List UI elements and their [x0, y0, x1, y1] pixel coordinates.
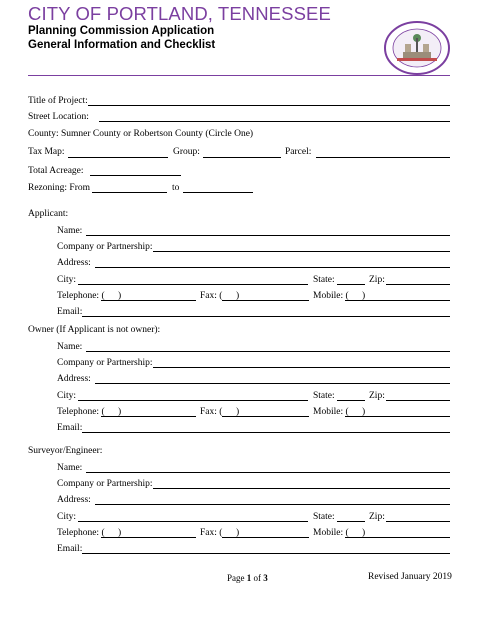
surveyor-telephone-field[interactable] [101, 537, 196, 538]
applicant-email-field[interactable] [82, 316, 450, 317]
surveyor-state-field[interactable] [337, 521, 365, 522]
applicant-city-label: City: [57, 274, 77, 285]
surveyor-fax-paren: ) [236, 527, 240, 538]
owner-company-label: Company or Partnership: [57, 358, 153, 369]
applicant-zip-label: Zip: [369, 274, 385, 285]
title-of-project-field[interactable] [88, 105, 450, 106]
owner-mobile-label: Mobile: ( [313, 406, 349, 417]
applicant-address-field[interactable] [95, 267, 450, 268]
rezoning-from-field[interactable] [92, 192, 167, 193]
surveyor-name-label: Name: [57, 463, 83, 473]
owner-city-field[interactable] [78, 400, 308, 401]
header-rule [28, 75, 450, 76]
applicant-section-heading: Applicant: [28, 209, 69, 219]
page-title: CITY OF PORTLAND, TENNESSEE [28, 3, 331, 24]
surveyor-email-field[interactable] [82, 553, 450, 554]
surveyor-company-label: Company or Partnership: [57, 479, 153, 490]
owner-state-field[interactable] [337, 400, 365, 401]
owner-address-field[interactable] [95, 383, 450, 384]
surveyor-section-heading: Surveyor/Engineer: [28, 446, 103, 456]
owner-zip-label: Zip: [369, 390, 385, 401]
surveyor-zip-field[interactable] [386, 521, 450, 522]
surveyor-city-field[interactable] [78, 521, 308, 522]
surveyor-city-label: City: [57, 511, 77, 522]
applicant-state-label: State: [313, 274, 335, 285]
applicant-email-label: Email: [57, 307, 83, 317]
owner-fax-paren: ) [236, 406, 240, 417]
street-location-label: Street Location: [28, 112, 89, 122]
tax-map-label: Tax Map: [28, 147, 65, 157]
city-seal-logo [383, 20, 451, 76]
rezoning-from-label: Rezoning: From [28, 183, 91, 193]
applicant-fax-label: Fax: ( [200, 290, 223, 301]
applicant-fax-paren: ) [236, 290, 240, 301]
applicant-name-label: Name: [57, 226, 83, 236]
owner-name-label: Name: [57, 342, 83, 352]
applicant-company-label: Company or Partnership: [57, 242, 153, 253]
surveyor-telephone-paren: ) [118, 527, 122, 538]
rezoning-to-label: to [172, 183, 180, 193]
revision-date: Revised January 2019 [368, 572, 452, 582]
applicant-mobile-paren: ) [362, 290, 366, 301]
applicant-state-field[interactable] [337, 284, 365, 285]
total-acreage-label: Total Acreage: [28, 166, 84, 176]
group-field[interactable] [203, 157, 281, 158]
owner-telephone-label: Telephone: ( [57, 406, 105, 417]
owner-zip-field[interactable] [386, 400, 450, 401]
applicant-zip-field[interactable] [386, 284, 450, 285]
form-subtitle-2: General Information and Checklist [28, 39, 216, 51]
surveyor-company-field[interactable] [153, 488, 450, 489]
applicant-telephone-field[interactable] [101, 300, 196, 301]
surveyor-name-field[interactable] [86, 472, 450, 473]
owner-mobile-paren: ) [362, 406, 366, 417]
owner-email-field[interactable] [82, 432, 450, 433]
surveyor-address-field[interactable] [95, 504, 450, 505]
surveyor-state-label: State: [313, 511, 335, 522]
total-acreage-field[interactable] [90, 175, 181, 176]
applicant-telephone-paren: ) [118, 290, 122, 301]
title-of-project-label: Title of Project: [28, 96, 88, 106]
applicant-city-field[interactable] [78, 284, 308, 285]
surveyor-email-label: Email: [57, 544, 83, 554]
owner-email-label: Email: [57, 423, 83, 433]
owner-section-heading: Owner (If Applicant is not owner): [28, 325, 161, 335]
owner-address-label: Address: [57, 374, 91, 385]
surveyor-mobile-label: Mobile: ( [313, 527, 349, 538]
owner-company-field[interactable] [153, 367, 450, 368]
owner-mobile-field[interactable] [345, 416, 450, 417]
rezoning-to-field[interactable] [183, 192, 253, 193]
owner-city-label: City: [57, 390, 77, 401]
surveyor-fax-label: Fax: ( [200, 527, 223, 538]
surveyor-mobile-field[interactable] [345, 537, 450, 538]
street-location-field[interactable] [99, 121, 450, 122]
owner-telephone-paren: ) [118, 406, 122, 417]
owner-state-label: State: [313, 390, 335, 401]
applicant-address-label: Address: [57, 258, 91, 269]
form-subtitle: Planning Commission Application [28, 25, 215, 37]
surveyor-address-label: Address: [57, 495, 91, 506]
surveyor-telephone-label: Telephone: ( [57, 527, 105, 538]
applicant-mobile-field[interactable] [345, 300, 450, 301]
applicant-telephone-label: Telephone: ( [57, 290, 105, 301]
parcel-label: Parcel: [285, 147, 312, 157]
surveyor-zip-label: Zip: [369, 511, 385, 522]
owner-telephone-field[interactable] [101, 416, 196, 417]
applicant-name-field[interactable] [86, 235, 450, 236]
applicant-mobile-label: Mobile: ( [313, 290, 349, 301]
owner-name-field[interactable] [86, 351, 450, 352]
county-label: County: Sumner County or Robertson County (Circle One) [28, 129, 254, 139]
parcel-field[interactable] [316, 157, 450, 158]
applicant-company-field[interactable] [153, 251, 450, 252]
surveyor-mobile-paren: ) [362, 527, 366, 538]
owner-fax-label: Fax: ( [200, 406, 223, 417]
group-label: Group: [173, 147, 200, 157]
tax-map-field[interactable] [68, 157, 168, 158]
page-number: Page 1 of 3 [227, 573, 268, 583]
